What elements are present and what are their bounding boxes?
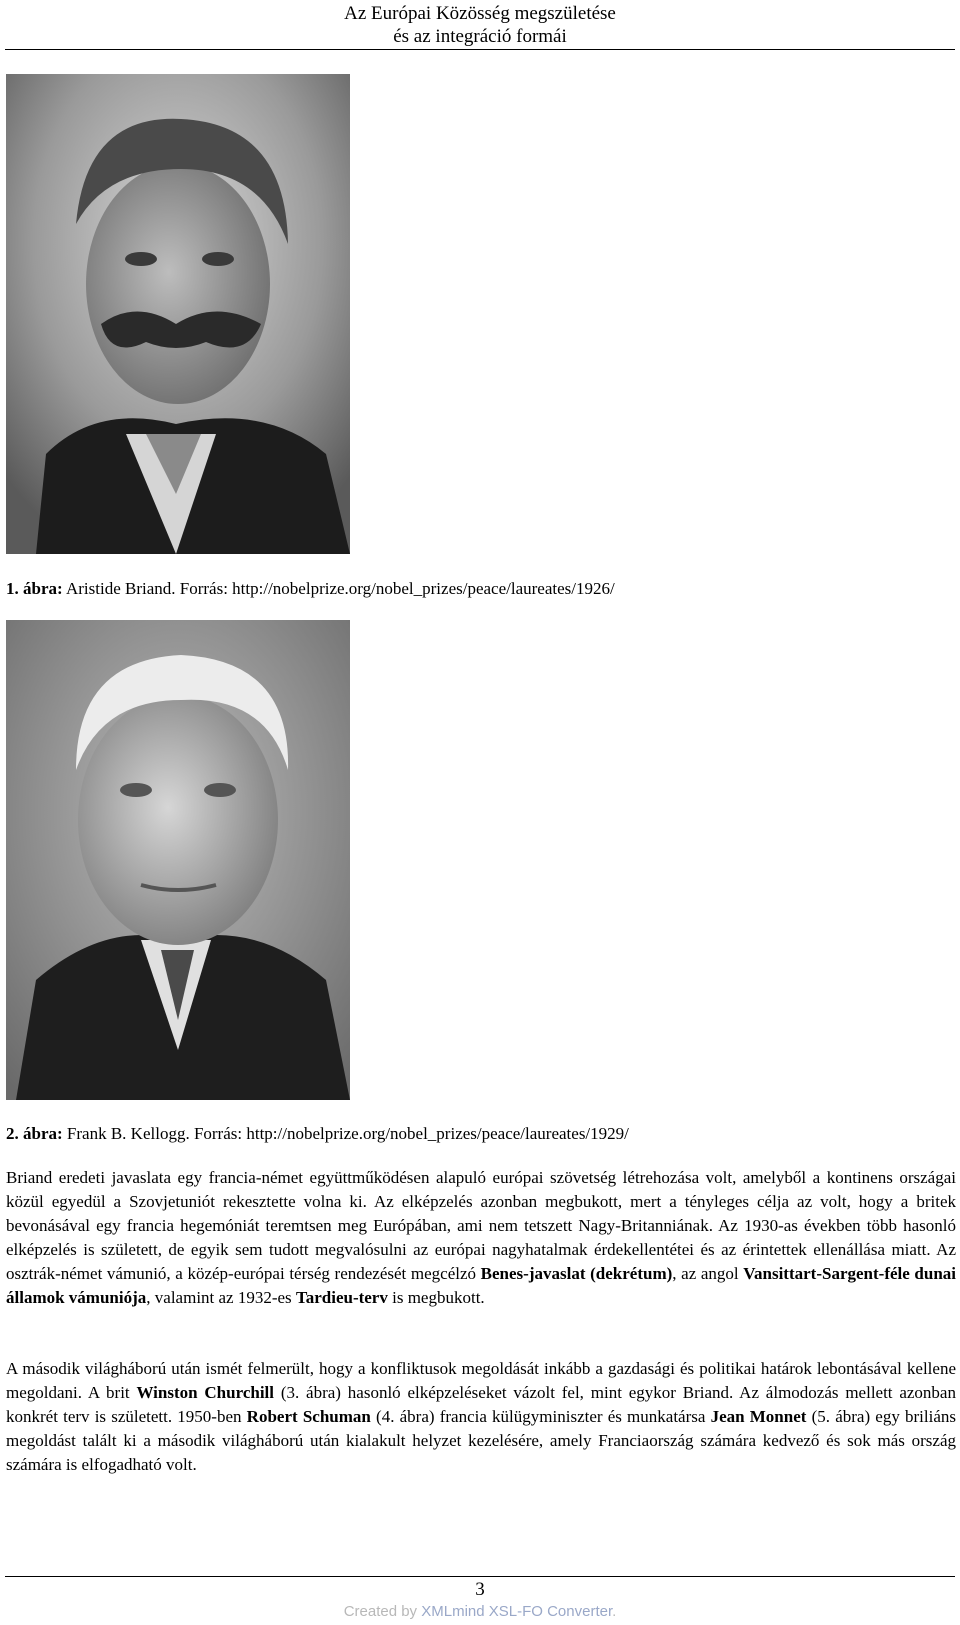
- footer-brand-link[interactable]: XMLmind XSL-FO Converter: [421, 1603, 613, 1620]
- footer-rule: [5, 1576, 955, 1577]
- bold-term: Robert Schuman: [246, 1407, 371, 1426]
- text-run: (4. ábra) francia külügyminiszter és munkatársa: [370, 1407, 711, 1426]
- bold-term: Winston Churchill: [136, 1383, 274, 1402]
- bold-term: Tardieu-terv: [295, 1288, 388, 1307]
- header-title-line2: és az integráció formái: [393, 26, 567, 47]
- figure-2-label: 2. ábra:: [6, 1124, 63, 1143]
- footer-credit: [0, 1603, 960, 1620]
- text-run: (3. ábra) hasonló elképzeléseket vázolt fel, mint egykor Briand. Az álmodozás mellett azonban konkrét terv is született. 1950-ben: [6, 1383, 956, 1426]
- figure-1-caption: [6, 578, 615, 600]
- text-run: is megbukott.: [387, 1288, 485, 1307]
- text-run: , az angol: [672, 1264, 744, 1283]
- page-number: 3: [475, 1579, 485, 1600]
- bold-term: Jean Monnet: [710, 1407, 807, 1426]
- text-run: Briand eredeti javaslata egy francia-német együttműködésen alapuló európai szövetség létrehozása volt, amelyből a kontinens országai közül egyedül a Szovjetuniót rekesztette volna ki. Az elképzelés azonban megbukott, mert a tényleges célja az volt, hogy a britek bevonásával egy francia hegemóniát teremtsen meg Európában, ami nem tetszett Nagy-Britanniának. Az 1930-as években több hasonló elképzelés is született, de egyik sem tudott megvalósulni az európai nagyhatalmak érdekellentétei és az érintettek ellenállása miatt. Az osztrák-német vámunió, a közép-európai térség rendezését megcélzó: [6, 1168, 956, 1283]
- text-run: (5. ábra) egy briliáns megoldást talált ki a második világháború után kialakult helyzet kezelésére, amely Franciaország számára kedvező és sok más ország számára is elfogadható volt.: [6, 1407, 956, 1474]
- figure-2-caption: [6, 1123, 629, 1145]
- figure-2-photo: [6, 620, 350, 1100]
- bold-term: Vansittart-Sargent-féle dunai államok vámuniója: [6, 1264, 957, 1307]
- paragraph-postwar: [6, 1357, 956, 1477]
- footer-prefix: Created by: [343, 1603, 422, 1620]
- figure-2-caption-text: Frank B. Kellogg. Forrás: http://nobelprize.org/nobel_prizes/peace/laureates/1929/: [62, 1124, 629, 1143]
- figure-1-photo: [6, 74, 350, 554]
- footer-suffix: .: [612, 1603, 617, 1620]
- text-run: A második világháború után ismét felmerült, hogy a konfliktusok megoldását inkább a gazdasági és politikai határok lebontásával kellene megoldani. A brit: [6, 1359, 956, 1402]
- figure-1-label: 1. ábra:: [6, 579, 63, 598]
- bold-term: Benes-javaslat (dekrétum): [480, 1264, 673, 1283]
- header-title-line1: Az Európai Közösség megszületése: [344, 3, 616, 24]
- paragraph-briand: [6, 1166, 956, 1310]
- figure-1-caption-text: Aristide Briand. Forrás: http://nobelprize.org/nobel_prizes/peace/laureates/1926/: [62, 579, 615, 598]
- text-run: , valamint az 1932-es: [146, 1288, 296, 1307]
- header-rule: [5, 49, 955, 50]
